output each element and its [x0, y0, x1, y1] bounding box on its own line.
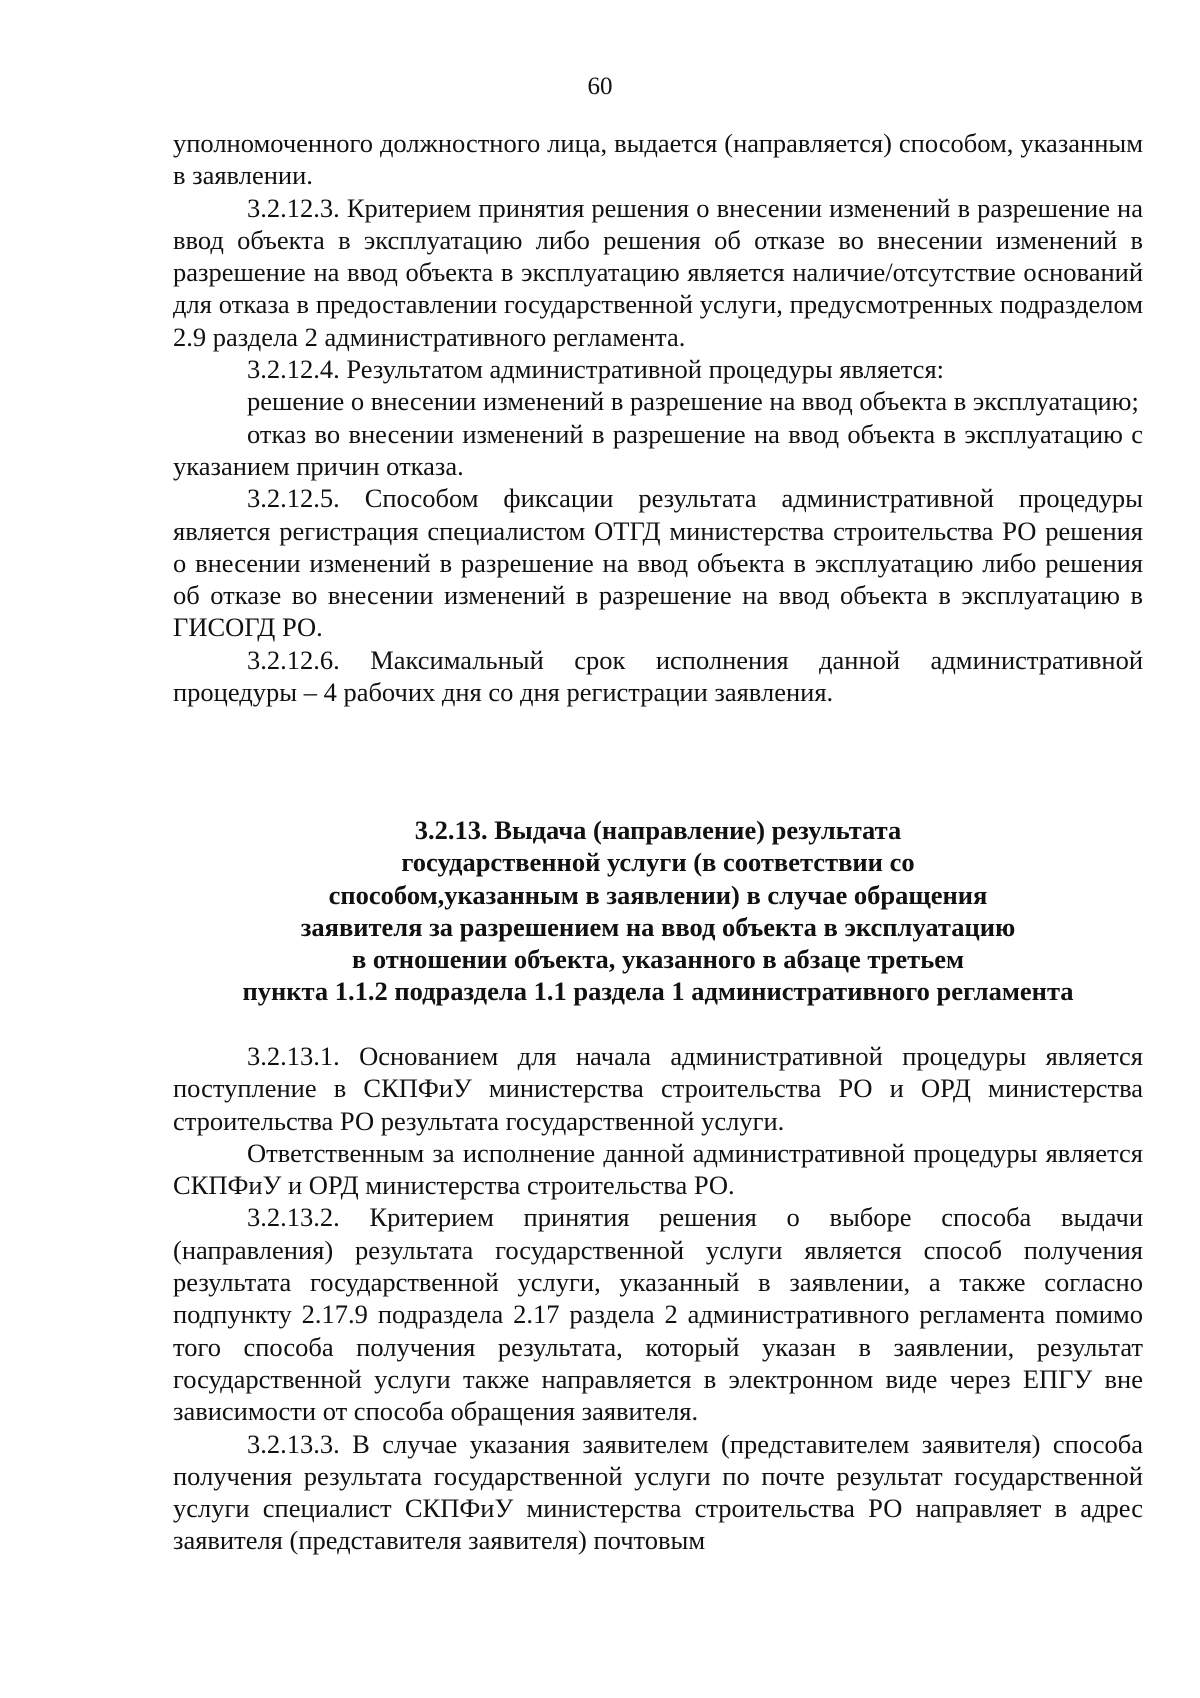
paragraph-3-2-13-1: 3.2.13.1. Основанием для начала административной процедуры является поступление в СКПФиУ министерства строительства РО и ОРД министерства строительства РО результата государственной услуги. [173, 1041, 1143, 1136]
paragraph-result-refusal: отказ во внесении изменений в разрешение на ввод объекта в эксплуатацию с указанием причин отказа. [173, 418, 1143, 481]
heading-block [173, 814, 1143, 1008]
paragraph-continuation: уполномоченного должностного лица, выдается (направляется) способом, указанным в заявлении. [173, 128, 1143, 191]
heading-line: заявителя за разрешением на ввод объекта в эксплуатацию [300, 911, 1016, 942]
heading-line: в отношении объекта, указанного в абзаце третьем [351, 944, 965, 975]
page-number: 60 [587, 73, 613, 100]
heading-line: способом,указанным в заявлении) в случае обращения [328, 879, 988, 910]
section-3-2-12-text [173, 127, 1143, 708]
paragraph-3-2-12-3: 3.2.12.3. Критерием принятия решения о внесении изменений в разрешение на ввод объекта в эксплуатацию либо решения об отказе во внесении изменений в разрешение на ввод объекта в эксплуатацию является наличие/отсутствие оснований для отказа в предоставлении государственной услуги, предусмотренных подразделом 2.9 раздела 2 административного регламента. [173, 192, 1143, 352]
paragraph-3-2-12-4: 3.2.12.4. Результатом административной процедуры является: [247, 354, 944, 385]
paragraph-responsible: Ответственным за исполнение данной административной процедуры является СКПФиУ и ОРД министерства строительства РО. [173, 1137, 1143, 1201]
paragraph-3-2-13-2: 3.2.13.2. Критерием принятия решения о выборе способа выдачи (направления) результата государственной услуги является способ получения результата государственной услуги, указанный в заявлении, а также согласно подпункту 2.17.9 подраздела 2.17 раздела 2 административного регламента помимо того способа получения результата, который указан в заявлении, результат государственной услуги также направляется в электронном виде через ЕПГУ вне зависимости от способа обращения заявителя. [173, 1202, 1143, 1427]
section-heading-3-2-13 [173, 814, 1143, 1008]
heading-line: пункта 1.1.2 подраздела 1.1 раздела 1 административного регламента [242, 976, 1074, 1007]
paragraph-result-decision: решение о внесении изменений в разрешение на ввод объекта в эксплуатацию; [247, 386, 1139, 417]
paragraph-3-2-13-3: 3.2.13.3. В случае указания заявителем (представителем заявителя) способа получения результата государственной услуги по почте результат государственной услуги специалист СКПФиУ министерства строительства РО направляет в адрес заявителя (представителя заявителя) почтовым [173, 1428, 1143, 1556]
heading-line: 3.2.13. Выдача (направление) результата [414, 815, 902, 845]
paragraph-3-2-12-5: 3.2.12.5. Способом фиксации результата административной процедуры является регистрация специалистом ОТГД министерства строительства РО решения о внесении изменений в разрешение на ввод объекта в эксплуатацию либо решения об отказе во внесении изменений в разрешение на ввод объекта в эксплуатацию в ГИСОГД РО. [173, 483, 1143, 643]
paragraph-3-2-12-6: 3.2.12.6. Максимальный срок исполнения данной административной процедуры – 4 рабочих дня со дня регистрации заявления. [173, 644, 1143, 708]
section-3-2-13-text [173, 1040, 1143, 1557]
heading-line: государственной услуги (в соответствии со [401, 847, 915, 878]
